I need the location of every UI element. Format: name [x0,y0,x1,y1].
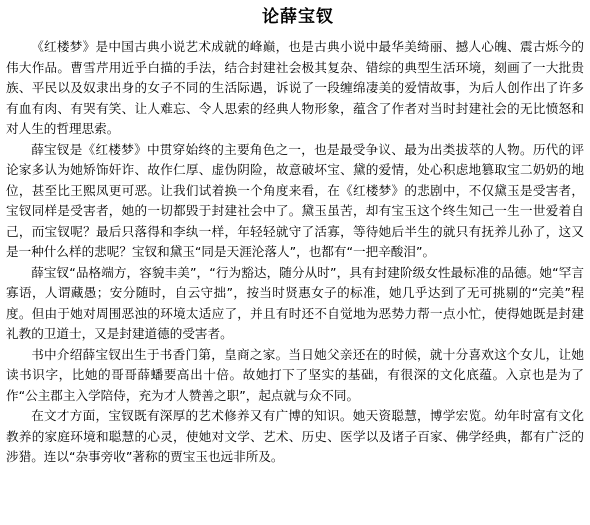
paragraph: 《红楼梦》是中国古典小说艺术成就的峰巅，也是古典小说中最华美绮丽、撼人心魄、震古烁今的伟大作品。曹雪芹用近乎白描的手法，结合封建社会极其复杂、错综的典型生活环境，刻画了一大批贵族、平民以及奴隶出身的女子不同的生活际遇，诉说了一段缠绵凄美的爱情故事，为后人创作出了许多有血有肉、有哭有笑、让人难忘、令人思索的经典人物形象，蕴含了作者对当时封建社会的无比愤怒和对人生的哲理思索。 [6,39,584,136]
article-body [6,37,584,468]
paragraph: 薛宝钗“品格端方，容貌丰美”，“行为豁达，随分从时”，具有封建阶级女性最标准的品德。她“罕言寡语，人谓藏愚；安分随时，自云守拙”，按当时贤惠女子的标准，她几乎达到了无可挑剔的“完美”程度。但由于她对周围恶浊的环境太适应了，并且有时还不自觉地为恶势力帮一点小忙，使得她既是封建礼教的卫道士，又是封建道德的受害者。 [6,264,584,341]
paragraph: 在文才方面，宝钗既有深厚的艺术修养又有广博的知识。她天资聪慧，博学宏览。幼年时富有文化教养的家庭环境和聪慧的心灵，使她对文学、艺术、历史、医学以及诸子百家、佛学经典，都有广泛的涉猎。连以“杂事旁收”著称的贾宝玉也远非所及。 [6,408,584,464]
paragraph: 薛宝钗是《红楼梦》中贯穿始终的主要角色之一，也是最受争议、最为出类拔萃的人物。历代的评论家多认为她矫饰奸诈、故作仁厚、虚伪阴险，故意破坏宝、黛的爱情，处心积虑地篡取宝二奶奶的地位，甚至比王熙凤更可恶。让我们试着换一个角度来看，在《红楼梦》的悲剧中，不仅黛玉是受害者，宝钗同样是受害者，她的一切都毁于封建社会中了。黛玉虽苦，却有宝玉这个终生知己一生一世爱着自己，而宝钗呢？最后只落得和李纨一样，年轻轻就守了活寡，等待她后半生的就只有抚养儿孙了，这又是一种什么样的悲呢？宝钗和黛玉“同是天涯沦落人”，也都有“一把辛酸泪”。 [6,141,584,259]
article-title: 论薛宝钗 [262,7,334,27]
paragraph: 书中介绍薛宝钗出生于书香门第，皇商之家。当日她父亲还在的时候，就十分喜欢这个女儿，让她读书识字，比她的哥哥薛蟠要高出十倍。故她打下了坚实的基础，有很深的文化底蕴。入京也是为了作“公主郡主入学陪侍，充为才人赞善之职”，起点就与众不同。 [6,346,584,403]
